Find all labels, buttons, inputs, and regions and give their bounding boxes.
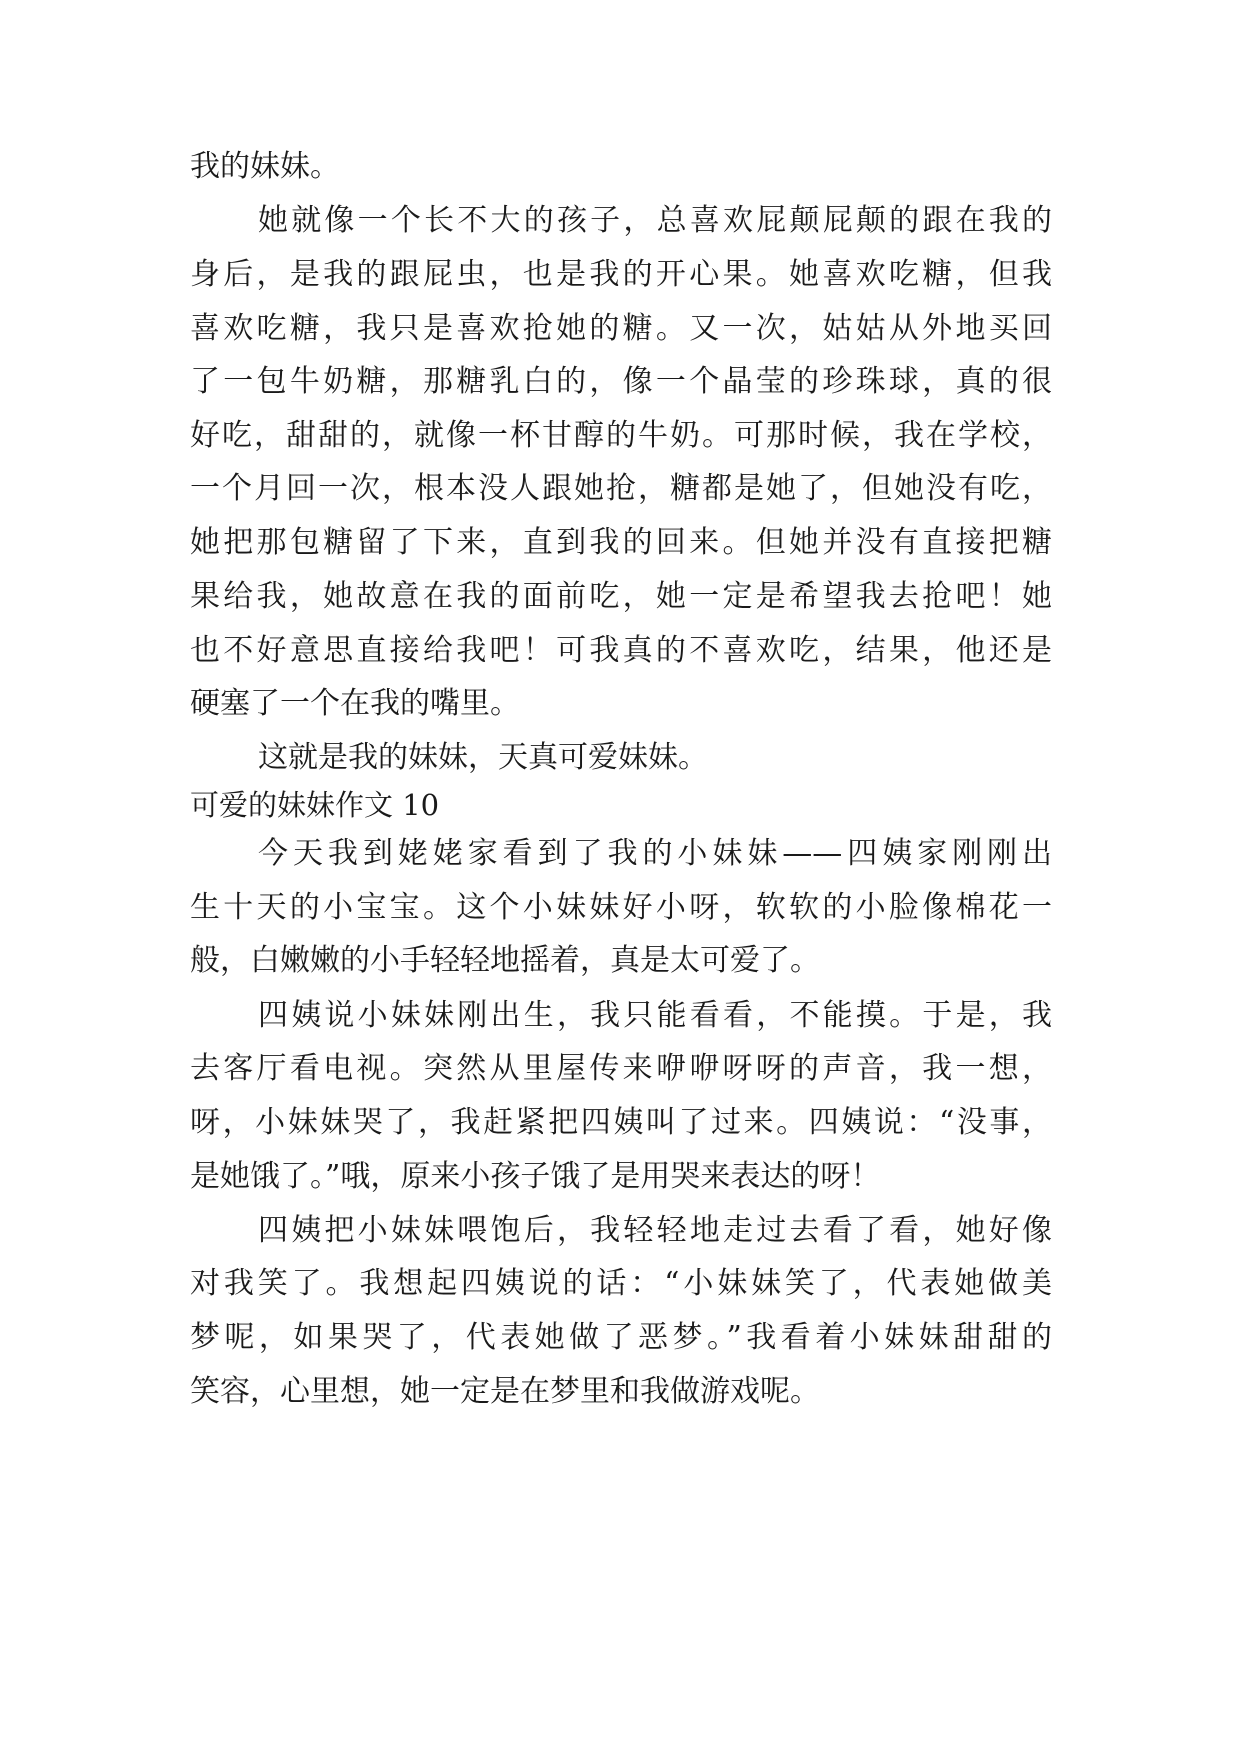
paragraph-line: 是她饿了。”哦，原来小孩子饿了是用哭来表达的呀！ <box>190 1159 881 1194</box>
paragraph-line: 去客厅看电视。突然从里屋传来咿咿呀呀的声音，我一想， <box>190 1051 1052 1086</box>
paragraph-line: 四姨说小妹妹刚出生，我只能看看，不能摸。于是，我 <box>258 998 1052 1033</box>
paragraph-line: 这就是我的妹妹，天真可爱妹妹。 <box>258 740 708 775</box>
paragraph-line: 呀，小妹妹哭了，我赶紧把四姨叫了过来。四姨说：“没事， <box>190 1105 1052 1140</box>
paragraph-line: 一个月回一次，根本没人跟她抢，糖都是她了，但她没有吃， <box>190 471 1052 506</box>
paragraph-line: 生十天的小宝宝。这个小妹妹好小呀，软软的小脸像棉花一 <box>190 890 1052 925</box>
paragraph-line: 她就像一个长不大的孩子，总喜欢屁颠屁颠的跟在我的 <box>258 203 1052 238</box>
paragraph-line: 四姨把小妹妹喂饱后，我轻轻地走过去看了看，她好像 <box>258 1213 1052 1248</box>
paragraph-line: 了一包牛奶糖，那糖乳白的，像一个晶莹的珍珠球，真的很 <box>190 364 1052 399</box>
paragraph-line: 也不好意思直接给我吧！可我真的不喜欢吃，结果，他还是 <box>190 633 1052 668</box>
paragraph-line: 今天我到姥姥家看到了我的小妹妹——四姨家刚刚出 <box>258 836 1052 871</box>
paragraph-line: 身后，是我的跟屁虫，也是我的开心果。她喜欢吃糖，但我 <box>190 257 1052 292</box>
paragraph-line: 笑容，心里想，她一定是在梦里和我做游戏呢。 <box>190 1374 820 1409</box>
section-heading: 可爱的妹妹作文 10 <box>190 788 440 822</box>
paragraph-line: 对我笑了。我想起四姨说的话：“小妹妹笑了，代表她做美 <box>190 1266 1052 1301</box>
paragraph-line: 喜欢吃糖，我只是喜欢抢她的糖。又一次，姑姑从外地买回 <box>190 311 1052 346</box>
paragraph-line: 果给我，她故意在我的面前吃，她一定是希望我去抢吧！她 <box>190 579 1052 614</box>
paragraph-line: 好吃，甜甜的，就像一杯甘醇的牛奶。可那时候，我在学校， <box>190 418 1052 453</box>
paragraph-line: 梦呢，如果哭了，代表她做了恶梦。”我看着小妹妹甜甜的 <box>190 1320 1052 1355</box>
paragraph-line: 般，白嫩嫩的小手轻轻地摇着，真是太可爱了。 <box>190 943 820 978</box>
paragraph-line: 她把那包糖留了下来，直到我的回来。但她并没有直接把糖 <box>190 525 1052 560</box>
paragraph-line: 我的妹妹。 <box>190 149 340 184</box>
paragraph-line: 硬塞了一个在我的嘴里。 <box>190 686 520 721</box>
